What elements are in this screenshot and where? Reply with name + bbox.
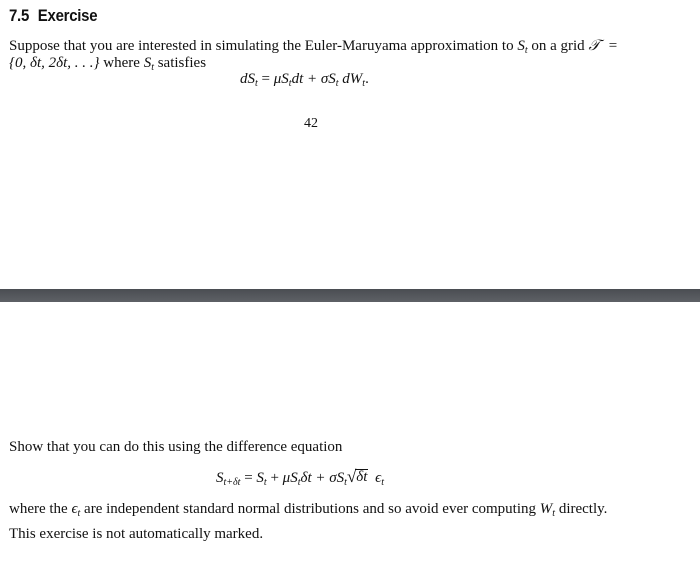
grid-set: {0, δt, 2δt, . . .}	[9, 55, 100, 71]
intro-line-2	[9, 55, 206, 72]
page-43	[0, 302, 700, 574]
intro-text-satisfies: satisfies	[153, 55, 207, 71]
intro-text: Suppose that you are interested in simulating the Euler-Maruyama approximation to	[9, 38, 518, 54]
show-text: Show that you can do this using the difference equation	[9, 439, 343, 455]
var-S-t: $S_t$	[517, 38, 528, 56]
section-heading	[9, 6, 97, 26]
exercise-note: This exercise is not automatically marked.	[9, 526, 264, 542]
page-separator	[0, 289, 700, 302]
grid-symbol: 𝒯	[588, 38, 600, 54]
intro-text-grid: on a grid	[527, 38, 589, 54]
intro-text-where: where	[99, 55, 144, 71]
sqrt-delta-t: √ δt	[346, 467, 368, 486]
intro-line-1: Suppose that you are interested in simulating the Euler-Maruyama approximation to $S_t$ on a grid 𝒯 =	[9, 38, 618, 56]
sde-equation: $dS_t = \mu S_tdt + \sigma S_t$ $dW_t$.	[240, 71, 369, 89]
section-number: 7.5	[9, 6, 30, 25]
page-number: 42	[304, 116, 318, 131]
var-S-t-2: $S_t$	[143, 55, 154, 73]
section-title: Exercise	[37, 6, 98, 25]
where-text: where the $\epsilon_t$ are independent standard normal distributions and so avoid ever computing $W_t$ directly.	[9, 501, 608, 519]
difference-equation: $S_{t+\delta t} = S_t + \mu S_t\delta t + \sigma S_t$ √ δt $\epsilon_t$	[216, 467, 384, 488]
